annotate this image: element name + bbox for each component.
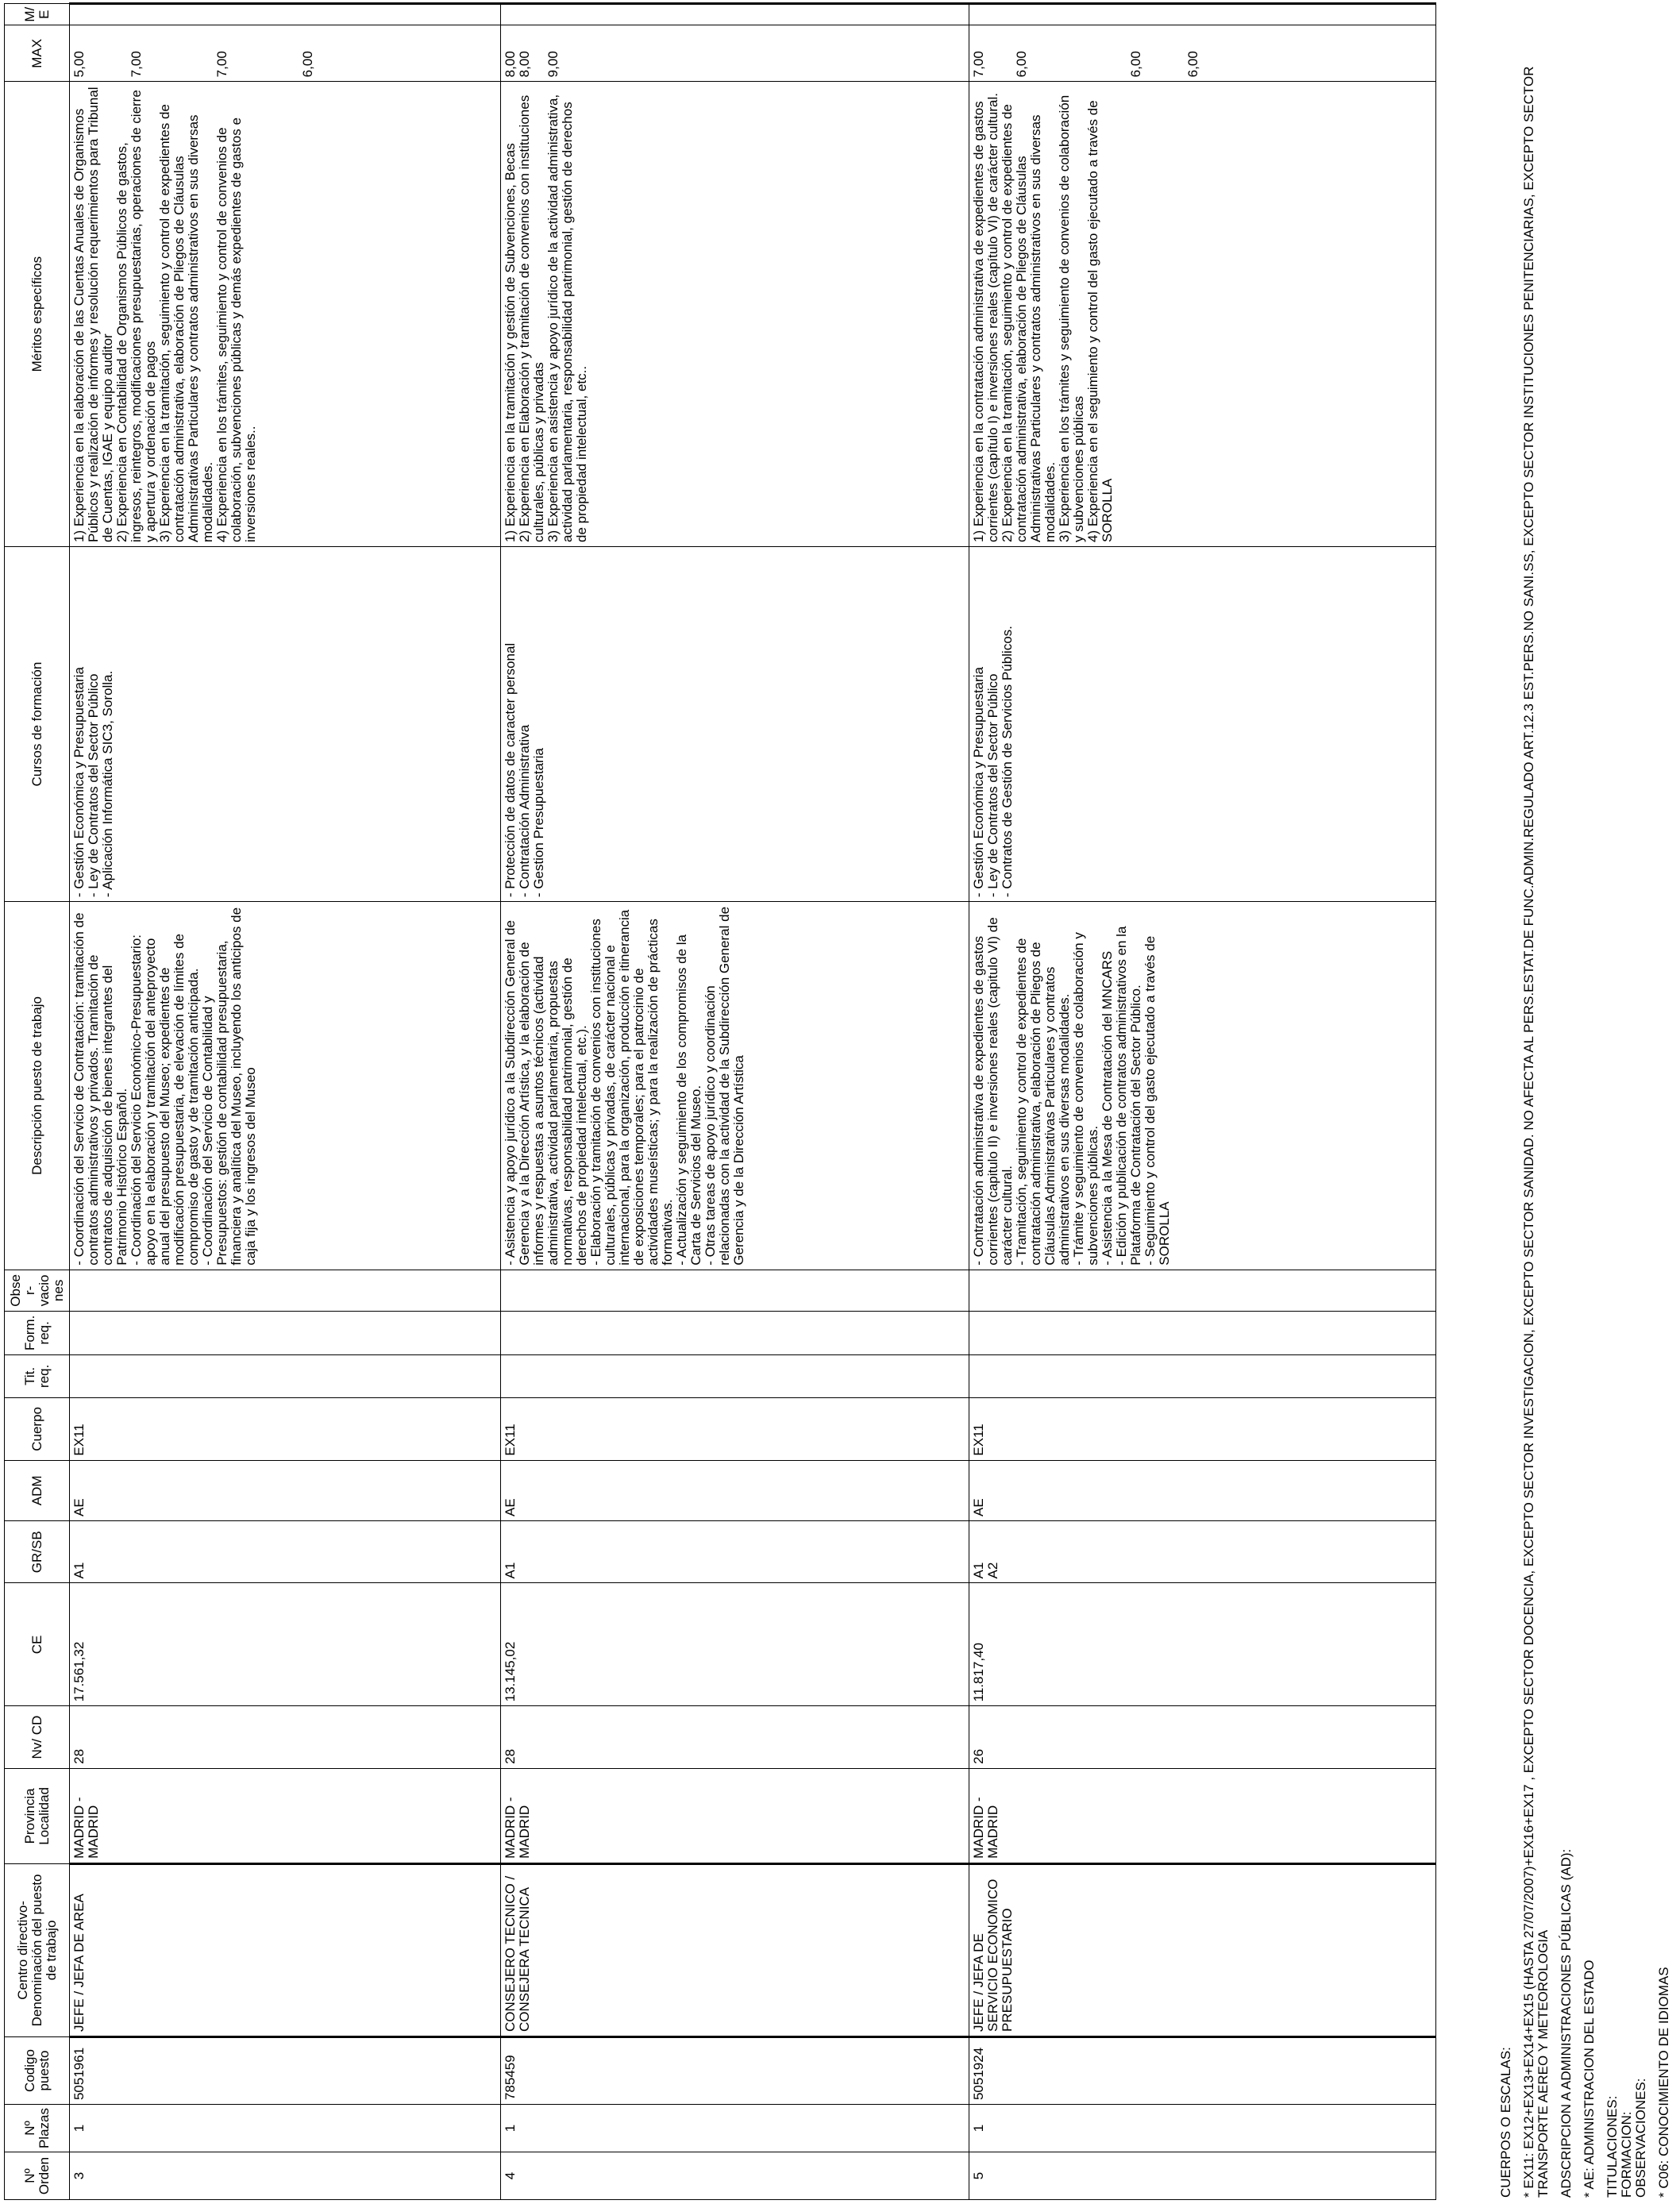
header-plazas: Nº Plazas (5, 2105, 70, 2152)
max-value (287, 29, 301, 77)
max-value (229, 29, 244, 77)
header-max: MAX (5, 25, 70, 82)
max-value (1158, 29, 1172, 77)
cell-plazas: 1 (70, 2105, 501, 2152)
cell-me (969, 4, 1436, 25)
max-value (187, 29, 201, 77)
observaciones-label: OBSERVACIONES: (1633, 2078, 1648, 2198)
titulaciones-label: TITULACIONES: (1605, 2095, 1620, 2198)
header-me: M/E (5, 4, 70, 25)
table-row (501, 4, 969, 2200)
cell-ce: 11.817,40 (969, 1583, 1436, 1706)
cell-tit (70, 1354, 501, 1398)
max-value (1115, 29, 1129, 77)
cell-tit (501, 1354, 969, 1398)
cell-orden: 5 (969, 2152, 1436, 2200)
max-value: 5,00 (71, 51, 87, 78)
cell-nvcd: 28 (70, 1706, 501, 1769)
formacion-label: FORMACION: (1619, 2111, 1634, 2198)
cell-obs (501, 1270, 969, 1311)
max-value (986, 29, 1000, 77)
cell-codigo: 5051924 (969, 2036, 1436, 2104)
table-row (969, 4, 1436, 2200)
table-row (70, 4, 501, 2200)
cell-meritos: 1) Experiencia en la elaboración de las Cuentas Anuales de Organismos Públicos y realización de informes y resolución requerimientos para Tribunal de Cuentas, IGAE y equipo auditor 2) Experiencia en Contabilidad de Organismos Públicos de gastos, ingresos, reintegros, modificaciones presupuestarias, operaciones de cierre y apertura y ordenación de pagos 3) Experiencia en la tramitación, seguimiento y control de expedientes de contratación administrativa, elaboración de Pliegos de Cláusulas Administrativas Particulares y contratos administrativos en sus diversas modalidades. 4) Experiencia en los trámites, seguimiento y control de convenios de colaboración, subvenciones públicas y demás expedientes de gastos e inversiones reales.. (70, 82, 501, 547)
max-value (101, 29, 115, 77)
cell-grsb: A1 (70, 1520, 501, 1583)
header-cuerpo: Cuerpo (5, 1398, 70, 1461)
header-ce: CE (5, 1583, 70, 1706)
max-value (1000, 29, 1015, 77)
cell-form (501, 1312, 969, 1355)
cell-plazas: 1 (501, 2105, 969, 2152)
cell-centro: JEFE / JEFA DE AREA (70, 1863, 501, 2036)
cell-tit (969, 1354, 1436, 1398)
max-value: 7,00 (971, 51, 986, 78)
cell-codigo: 5051961 (70, 2036, 501, 2104)
max-value (1086, 29, 1100, 77)
max-value (244, 29, 258, 77)
max-value (1100, 29, 1115, 77)
cell-codigo: 785459 (501, 2036, 969, 2104)
header-codigo: Codigo puesto (5, 2036, 70, 2104)
cell-cuerpo: EX11 (969, 1398, 1436, 1461)
max-value (115, 29, 129, 77)
max-value: 8,00 (503, 51, 518, 78)
header-nvcd: Nv/ CD (5, 1706, 70, 1769)
header-descripcion: Descripción puesto de trabajo (5, 902, 70, 1270)
max-value (1043, 29, 1058, 77)
cell-nvcd: 26 (969, 1706, 1436, 1769)
header-grsb: GR/SB (5, 1520, 70, 1583)
cuerpos-text: * EX11: EX12+EX13+EX14+EX15 (HASTA 27/07/2007)+EX16+EX17 , EXCEPTO SECTOR DOCENCIA, EXCEPTO SECTOR INVESTIGACION, EXCEPTO SECTOR SANIDAD. NO AFECTA AL PERS.ESTAT.DE FUNC.ADMIN.REGULADO ART.12.3 EST.PERS.NO SANI.SS, EXCEPTO SECTOR INSTITUCIONES PENITENCIARIAS, EXCEPTO SECTOR TRANSPORTE AEREO Y METEOROLOGIA (1521, 66, 1551, 2198)
max-value (158, 29, 172, 77)
cell-orden: 4 (501, 2152, 969, 2200)
cell-meritos: 1) Experiencia en la tramitación y gestión de Subvenciones, Becas 2) Experiencia en Elaboración y tramitación de convenios con instituciones culturales, públicas y privadas 3) Experiencia en asistencia y apoyo jurídico de la actividad administrativa, actividad parlamentaria, responsabilidad patrimonial, gestión de derechos de propiedad intelectual, etc.. (501, 82, 969, 547)
header-meritos: Méritos específicos (5, 82, 70, 547)
cell-grsb: A1 A2 (969, 1520, 1436, 1583)
cell-max (969, 25, 1436, 82)
footer-notes (1499, 6, 1680, 2198)
header-provincia: Provincia Localidad (5, 1768, 70, 1863)
max-value (1029, 29, 1043, 77)
cell-provincia: MADRID - MADRID (70, 1768, 501, 1863)
cell-orden: 3 (70, 2152, 501, 2200)
max-value: 9,00 (545, 51, 561, 78)
max-value (1143, 29, 1158, 77)
cell-me (501, 4, 969, 25)
max-value: 6,00 (1014, 51, 1029, 78)
max-value: 6,00 (300, 51, 315, 78)
puestos-table (4, 2, 1436, 2200)
max-value: 7,00 (214, 51, 229, 78)
cell-centro: CONSEJERO TECNICO / CONSEJERA TECNICA (501, 1863, 969, 2036)
header-form: Form. req. (5, 1312, 70, 1355)
cell-ce: 13.145,02 (501, 1583, 969, 1706)
cell-nvcd: 28 (501, 1706, 969, 1769)
cell-max (70, 25, 501, 82)
max-value: 7,00 (129, 51, 144, 78)
cell-centro: JEFE / JEFA DE SERVICIO ECONOMICO PRESUPUESTARIO (969, 1863, 1436, 2036)
cell-cuerpo: EX11 (70, 1398, 501, 1461)
cell-descripcion: - Coordinación del Servicio de Contratación: tramitación de contratos administrativos y privados. Tramitación de contratos de adquisición de bienes integrantes del Patrimonio Histórico Español. - Coordinación del Servicio Económico-Presupuestario: apoyo en la elaboración y tramitación del anteproyecto anual del presupuesto del Museo; expedientes de modificación presupuestaria, de elevación de límites de compromiso de gasto y de tramitación anticipada. - Coordinación del Servicio de Contabilidad y Presupuestos: gestión de contabilidad presupuestaria, financiera y analítica del Museo, incluyendo los anticipos de caja fija y los ingresos del Museo (70, 902, 501, 1270)
header-obs: Obser-vaciones (5, 1270, 70, 1311)
max-value (144, 29, 158, 77)
cuerpos-title: CUERPOS O ESCALAS: (1498, 2047, 1513, 2198)
adscripcion-text: * AE: ADMINISTRACION DEL ESTADO (1582, 1959, 1597, 2198)
cell-cursos: - Protección de datos de caracter personal - Contratación Administrativa - Gestion Presupuestaria (501, 547, 969, 902)
max-value (272, 29, 287, 77)
cell-provincia: MADRID - MADRID (969, 1768, 1436, 1863)
header-orden: Nº Orden (5, 2152, 70, 2200)
max-value: 8,00 (517, 51, 532, 78)
max-value: 6,00 (1185, 51, 1200, 78)
adscripcion-title: ADSCRIPCION A ADMINISTRACIONES PÚBLICAS (AD): (1559, 1848, 1574, 2198)
cell-adm: AE (70, 1460, 501, 1520)
max-value (1072, 29, 1086, 77)
cell-cursos: - Gestión Económica y Presupuestaria - Ley de Contratos del Sector Público - Aplicación Informática SIC3, Sorolla. (70, 547, 501, 902)
cell-form (70, 1312, 501, 1355)
c06-note: * C06: CONOCIMIENTO DE IDIOMAS (1656, 1967, 1671, 2198)
cell-me (70, 4, 501, 25)
header-centro: Centro directivo-Denominación del puesto de trabajo (5, 1863, 70, 2036)
max-value (258, 29, 272, 77)
cell-obs (70, 1270, 501, 1311)
cell-cursos: - Gestión Económica y Presupuestaria - Ley de Contratos del Sector Público - Contratos de Gestión de Servicios Públicos. (969, 547, 1436, 902)
max-value (1172, 29, 1186, 77)
cell-ce: 17.561,32 (70, 1583, 501, 1706)
cell-grsb: A1 (501, 1520, 969, 1583)
header-cursos: Cursos de formación (5, 547, 70, 902)
max-value (87, 29, 101, 77)
cell-adm: AE (501, 1460, 969, 1520)
cell-obs (969, 1270, 1436, 1311)
max-value: 6,00 (1128, 51, 1143, 78)
max-value (172, 29, 187, 77)
cell-descripcion: - Asistencia y apoyo jurídico a la Subdirección General de Gerencia y a la Dirección Artística, y la elaboración de informes y respuestas a asuntos técnicos (actividad administrativa, actividad parlamentaria, propuestas normativas, responsabilidad patrimonial, gestión de derechos de propiedad intelectual, etc.). - Elaboración y tramitación de convenios con instituciones culturales, públicas y privadas, de carácter nacional e internacional, para la organización, producción e itinerancia de exposiciones temporales; para el patrocinio de actividades museísticas; y para la realización de prácticas formativas. - Actualización y seguimiento de los compromisos de la Carta de Servicios del Museo. - Otras tareas de apoyo jurídico y coordinación relacionadas con la actividad de la Subdirección General de Gerencia y de la Dirección Artística (501, 902, 969, 1270)
cell-cuerpo: EX11 (501, 1398, 969, 1461)
header-tit: Tit. req. (5, 1354, 70, 1398)
cell-descripcion: - Contratación administrativa de expedientes de gastos corrientes (capitulo II) e inversiones reales (capitulo VI) de carácter cultural. - Tramitación, seguimiento y control de expedientes de contratación administrativa, elaboración de Pliegos de Cláusulas Administrativas Particulares y contratos administrativos en sus diversas modalidades. - Trámite y seguimiento de convenios de colaboración y subvenciones públicas. - Asistencia a la Mesa de Contratación del MNCARS - Edición y publicación de contratos administrativos en la Plataforma de Contratación del Sector Público. - Seguimiento y control del gasto ejecutado a través de SOROLLA (969, 902, 1436, 1270)
cell-plazas: 1 (969, 2105, 1436, 2152)
cell-provincia: MADRID - MADRID (501, 1768, 969, 1863)
header-adm: ADM (5, 1460, 70, 1520)
max-value (532, 29, 546, 77)
cell-form (969, 1312, 1436, 1355)
max-value (1058, 29, 1072, 77)
header-row (5, 4, 70, 2200)
cell-max (501, 25, 969, 82)
max-value (201, 29, 215, 77)
cell-meritos: 1) Experiencia en la contratación administrativa de expedientes de gastos corrientes (capítulo I) e inversiones reales (capítulo VI) de carácter cultural. 2) Experiencia en la tramitación, seguimiento y control de expedientes de contratación administrativa, elaboración de Pliegos de Cláusulas Administrativas Particulares y contratos administrativos en sus diversas modalidades. 3) Experiencia en los trámites y seguimiento de convenios de colaboración y subvenciones públicas 4) Experiencia en el seguimiento y control del gasto ejecutado a través de SOROLLA (969, 82, 1436, 547)
cell-adm: AE (969, 1460, 1436, 1520)
